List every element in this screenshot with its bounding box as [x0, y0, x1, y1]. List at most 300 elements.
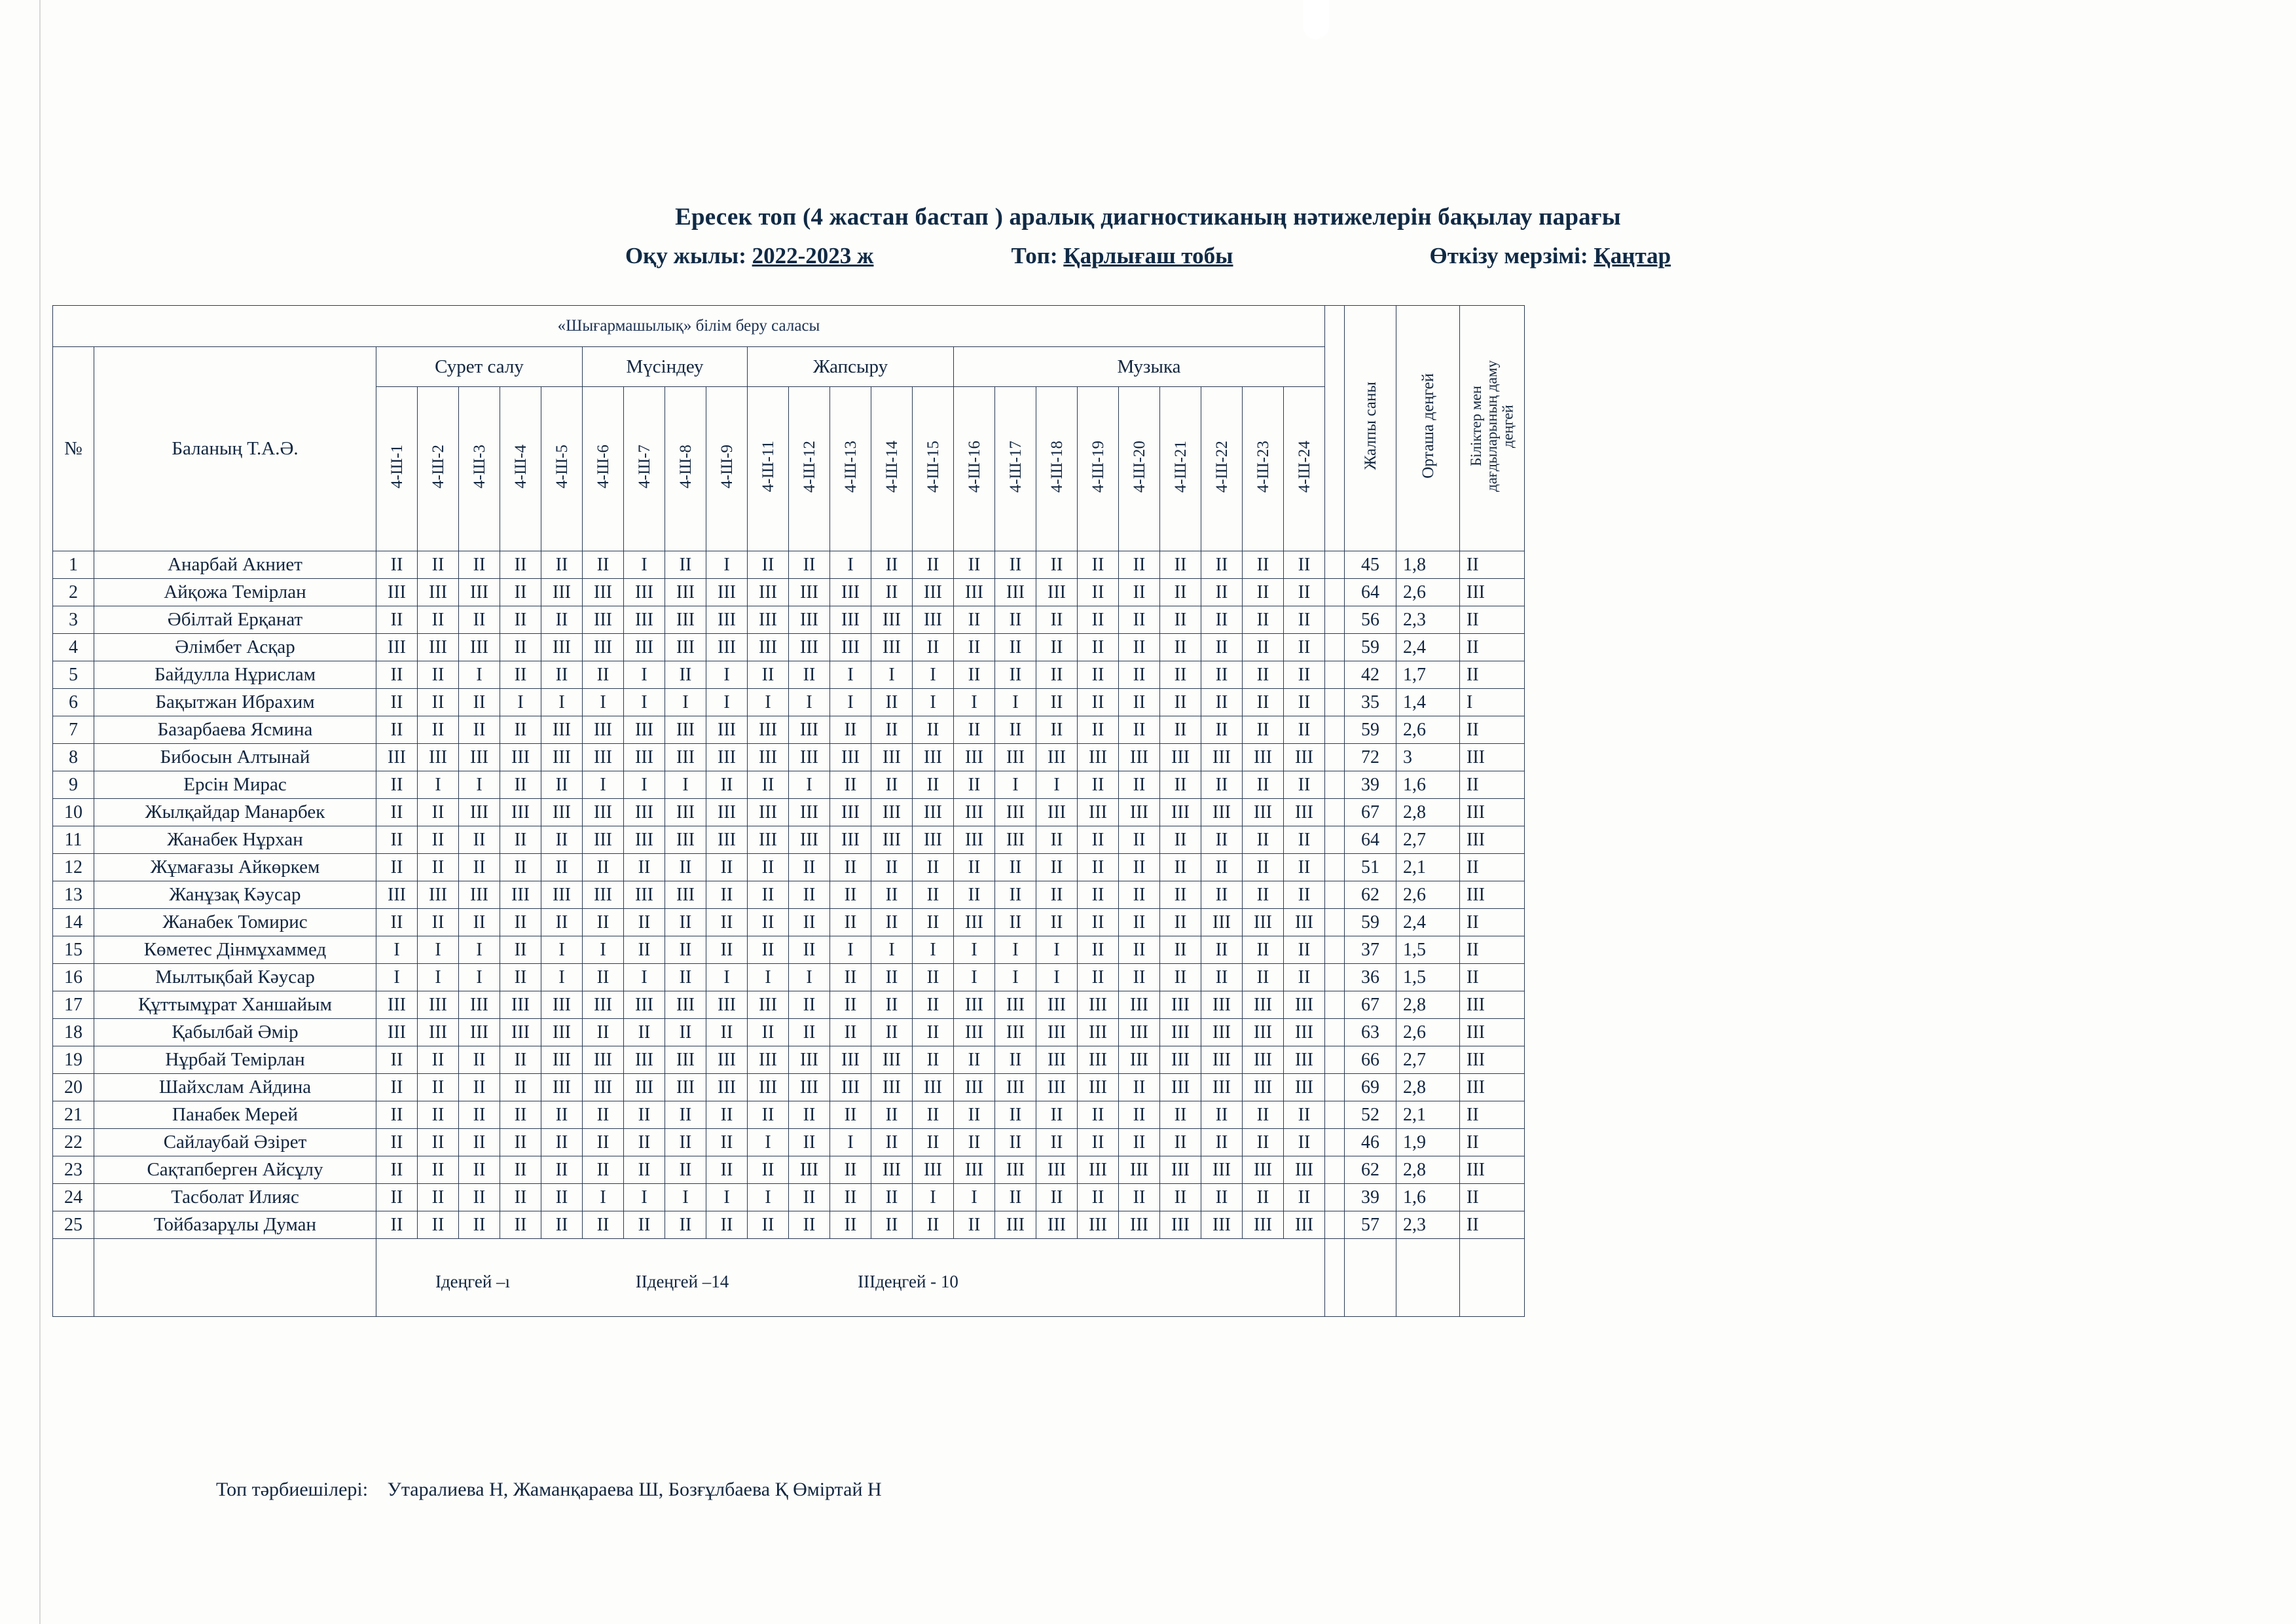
score-cell: II	[500, 964, 541, 991]
total-cell: 46	[1345, 1129, 1396, 1156]
score-cell: II	[1201, 771, 1243, 799]
score-cell: III	[830, 579, 871, 606]
table-row	[53, 1046, 1525, 1074]
score-cell: II	[376, 1184, 418, 1211]
score-cell: II	[1036, 854, 1078, 881]
average-cell: 2,1	[1396, 854, 1460, 881]
spacer-2	[1233, 243, 1429, 269]
score-cell: III	[1036, 1211, 1078, 1239]
total-cell: 51	[1345, 854, 1396, 881]
score-cell: III	[583, 826, 624, 854]
score-cell: I	[789, 689, 830, 716]
score-cell: II	[459, 1101, 500, 1129]
level-cell: II	[1460, 909, 1525, 936]
score-cell: II	[1243, 634, 1284, 661]
score-cell: III	[624, 1074, 665, 1101]
spacer-cell	[1325, 1129, 1345, 1156]
score-cell: III	[748, 826, 789, 854]
score-cell: II	[706, 881, 748, 909]
score-cell: II	[1243, 551, 1284, 579]
score-cell: II	[913, 964, 954, 991]
score-cell: II	[1036, 826, 1078, 854]
score-cell: II	[500, 606, 541, 634]
table-row	[53, 1129, 1525, 1156]
legend-spacer-name	[94, 1239, 376, 1317]
total-cell: 69	[1345, 1074, 1396, 1101]
score-cell: III	[871, 606, 913, 634]
legend-spacer-lvlcol	[1460, 1239, 1525, 1317]
table-row	[53, 661, 1525, 689]
score-cell: III	[1201, 744, 1243, 771]
score-cell: III	[1119, 1156, 1160, 1184]
score-cell: III	[583, 716, 624, 744]
score-cell: III	[1119, 799, 1160, 826]
score-cell: II	[418, 716, 459, 744]
score-cell: I	[541, 964, 583, 991]
score-cell: II	[500, 1129, 541, 1156]
score-cell: III	[665, 799, 706, 826]
score-cell: III	[1160, 1074, 1201, 1101]
teachers-label: Топ тәрбиешілері:	[216, 1479, 369, 1500]
score-cell: I	[954, 1184, 995, 1211]
score-cell: II	[1160, 606, 1201, 634]
child-name: Сақтапберген Айсұлу	[94, 1156, 376, 1184]
score-cell: II	[541, 1101, 583, 1129]
score-cell: II	[830, 1019, 871, 1046]
score-cell: II	[1078, 936, 1119, 964]
criterion-header-12	[830, 387, 871, 551]
score-cell: I	[913, 661, 954, 689]
score-cell: I	[830, 551, 871, 579]
score-cell: II	[1078, 909, 1119, 936]
score-cell: III	[624, 881, 665, 909]
score-cell: II	[376, 551, 418, 579]
score-cell: II	[1201, 881, 1243, 909]
spacer-cell	[1325, 1156, 1345, 1184]
col-header-no: №	[53, 347, 94, 551]
score-cell: II	[500, 716, 541, 744]
spacer-column	[1325, 306, 1345, 551]
score-cell: III	[789, 799, 830, 826]
total-cell: 67	[1345, 991, 1396, 1019]
score-cell: II	[1119, 689, 1160, 716]
score-cell: II	[706, 1101, 748, 1129]
score-cell: II	[500, 936, 541, 964]
score-cell: I	[995, 964, 1036, 991]
score-cell: I	[913, 936, 954, 964]
group-field	[1011, 243, 1233, 269]
score-cell: II	[500, 634, 541, 661]
spacer-cell	[1325, 1184, 1345, 1211]
score-cell: III	[954, 744, 995, 771]
total-cell: 59	[1345, 634, 1396, 661]
score-cell: II	[459, 1074, 500, 1101]
total-cell: 63	[1345, 1019, 1396, 1046]
criterion-label: 4-Ш-21	[1171, 440, 1190, 493]
criterion-label: 4-Ш-3	[470, 445, 488, 489]
score-cell: III	[1284, 1074, 1325, 1101]
score-cell: II	[1243, 854, 1284, 881]
score-cell: II	[748, 551, 789, 579]
score-cell: III	[748, 1074, 789, 1101]
legend-item-2: IIдеңгей –14	[635, 1271, 729, 1291]
score-cell: II	[624, 909, 665, 936]
criterion-header-18	[1078, 387, 1119, 551]
score-cell: III	[748, 1046, 789, 1074]
total-cell: 56	[1345, 606, 1396, 634]
score-cell: II	[789, 661, 830, 689]
score-cell: III	[706, 606, 748, 634]
score-cell: II	[995, 634, 1036, 661]
total-cell: 35	[1345, 689, 1396, 716]
score-cell: III	[376, 634, 418, 661]
score-cell: II	[418, 661, 459, 689]
score-cell: II	[418, 826, 459, 854]
score-cell: II	[418, 1046, 459, 1074]
score-cell: II	[1078, 854, 1119, 881]
criterion-header-17	[1036, 387, 1078, 551]
score-cell: III	[913, 799, 954, 826]
criterion-header-20	[1160, 387, 1201, 551]
score-cell: II	[376, 661, 418, 689]
score-cell: III	[954, 1019, 995, 1046]
score-cell: II	[624, 1156, 665, 1184]
score-cell: III	[541, 991, 583, 1019]
level-cell: II	[1460, 606, 1525, 634]
score-cell: III	[995, 826, 1036, 854]
score-cell: II	[376, 1156, 418, 1184]
page-title: Ересек топ (4 жастан бастап ) аралық диагностиканың нәтижелерін бақылау парағы	[675, 204, 1621, 231]
score-cell: III	[459, 799, 500, 826]
child-name: Панабек Мерей	[94, 1101, 376, 1129]
score-cell: II	[1160, 579, 1201, 606]
criterion-header-8	[665, 387, 706, 551]
score-cell: II	[1201, 826, 1243, 854]
score-cell: II	[1036, 606, 1078, 634]
score-cell: II	[1119, 771, 1160, 799]
score-cell: II	[748, 1101, 789, 1129]
spacer-cell	[1325, 771, 1345, 799]
average-cell: 3	[1396, 744, 1460, 771]
score-cell: I	[376, 964, 418, 991]
score-cell: II	[913, 716, 954, 744]
child-name: Көметес Дінмұхаммед	[94, 936, 376, 964]
spacer-cell	[1325, 799, 1345, 826]
table-row	[53, 936, 1525, 964]
score-cell: III	[500, 881, 541, 909]
criterion-label: 4-Ш-19	[1089, 440, 1107, 493]
criterion-header-19	[1119, 387, 1160, 551]
score-cell: II	[954, 551, 995, 579]
score-cell: II	[748, 936, 789, 964]
score-cell: II	[500, 854, 541, 881]
child-name: Жанабек Томирис	[94, 909, 376, 936]
score-cell: III	[954, 579, 995, 606]
average-cell: 1,7	[1396, 661, 1460, 689]
score-cell: III	[583, 1046, 624, 1074]
score-cell: III	[624, 744, 665, 771]
diagnostics-table	[52, 305, 1525, 1317]
score-cell: I	[418, 964, 459, 991]
score-cell: I	[624, 1184, 665, 1211]
score-cell: II	[1119, 1129, 1160, 1156]
row-number: 22	[53, 1129, 94, 1156]
score-cell: III	[500, 991, 541, 1019]
average-cell: 2,4	[1396, 634, 1460, 661]
col-header-total	[1345, 306, 1396, 551]
score-cell: II	[1119, 579, 1160, 606]
score-cell: I	[706, 551, 748, 579]
score-cell: III	[830, 744, 871, 771]
legend-spacer-no	[53, 1239, 94, 1317]
score-cell: III	[706, 744, 748, 771]
score-cell: III	[1036, 1074, 1078, 1101]
score-cell: II	[1119, 854, 1160, 881]
score-cell: III	[1078, 1074, 1119, 1101]
score-cell: II	[789, 1184, 830, 1211]
score-cell: II	[1160, 826, 1201, 854]
score-cell: III	[995, 744, 1036, 771]
child-name: Жанабек Нұрхан	[94, 826, 376, 854]
score-cell: II	[1201, 936, 1243, 964]
score-cell: III	[1284, 1046, 1325, 1074]
average-cell: 2,8	[1396, 1074, 1460, 1101]
score-cell: II	[418, 1074, 459, 1101]
score-cell: II	[500, 826, 541, 854]
score-cell: I	[624, 689, 665, 716]
score-cell: III	[624, 826, 665, 854]
score-cell: III	[1284, 1211, 1325, 1239]
score-cell: II	[1243, 579, 1284, 606]
score-cell: III	[665, 1046, 706, 1074]
score-cell: II	[789, 991, 830, 1019]
level-cell: II	[1460, 1184, 1525, 1211]
level-cell: II	[1460, 771, 1525, 799]
spacer-cell	[1325, 909, 1345, 936]
child-name: Жұмағазы Айкөркем	[94, 854, 376, 881]
score-cell: II	[1160, 964, 1201, 991]
total-cell: 57	[1345, 1211, 1396, 1239]
table-row	[53, 964, 1525, 991]
score-cell: III	[665, 991, 706, 1019]
score-cell: II	[706, 1211, 748, 1239]
score-cell: II	[954, 606, 995, 634]
criterion-header-13	[871, 387, 913, 551]
score-cell: III	[1036, 1019, 1078, 1046]
score-cell: II	[995, 1129, 1036, 1156]
spacer-cell	[1325, 991, 1345, 1019]
score-cell: II	[1119, 826, 1160, 854]
table-row	[53, 1211, 1525, 1239]
score-cell: II	[1160, 716, 1201, 744]
score-cell: II	[1078, 551, 1119, 579]
score-cell: II	[1243, 689, 1284, 716]
legend-cell	[376, 1239, 1325, 1317]
score-cell: III	[830, 826, 871, 854]
score-cell: II	[789, 1211, 830, 1239]
score-cell: II	[1160, 1101, 1201, 1129]
score-cell: III	[789, 634, 830, 661]
score-cell: III	[995, 1156, 1036, 1184]
col-header-avg	[1396, 306, 1460, 551]
score-cell: II	[1160, 661, 1201, 689]
average-cell: 2,3	[1396, 606, 1460, 634]
score-cell: II	[1119, 1184, 1160, 1211]
score-cell: II	[1036, 689, 1078, 716]
score-cell: II	[1078, 579, 1119, 606]
score-cell: I	[913, 1184, 954, 1211]
score-cell: III	[748, 606, 789, 634]
score-cell: II	[459, 1184, 500, 1211]
score-cell: III	[624, 799, 665, 826]
total-cell: 52	[1345, 1101, 1396, 1129]
score-cell: II	[459, 716, 500, 744]
score-cell: II	[1243, 826, 1284, 854]
total-cell: 66	[1345, 1046, 1396, 1074]
criterion-header-15	[954, 387, 995, 551]
score-cell: II	[913, 1019, 954, 1046]
score-cell: III	[954, 826, 995, 854]
score-cell: II	[583, 1129, 624, 1156]
score-cell: II	[624, 1129, 665, 1156]
score-cell: II	[418, 1129, 459, 1156]
score-cell: III	[1036, 1156, 1078, 1184]
score-cell: II	[500, 771, 541, 799]
score-cell: II	[376, 1046, 418, 1074]
score-cell: II	[541, 661, 583, 689]
score-cell: II	[1201, 1184, 1243, 1211]
score-cell: II	[830, 1211, 871, 1239]
score-cell: II	[1201, 964, 1243, 991]
score-cell: III	[1036, 799, 1078, 826]
table-row	[53, 799, 1525, 826]
legend-spacer-totcol	[1345, 1239, 1396, 1317]
score-cell: III	[459, 1019, 500, 1046]
score-cell: III	[954, 799, 995, 826]
score-cell: II	[830, 1156, 871, 1184]
average-cell: 2,7	[1396, 826, 1460, 854]
child-name: Айқожа Темірлан	[94, 579, 376, 606]
child-name: Тасболат Илияс	[94, 1184, 376, 1211]
child-name: Нұрбай Темірлан	[94, 1046, 376, 1074]
score-cell: II	[1243, 1129, 1284, 1156]
criterion-header-5	[541, 387, 583, 551]
score-cell: II	[541, 826, 583, 854]
spacer-cell	[1325, 964, 1345, 991]
score-cell: II	[541, 909, 583, 936]
score-cell: II	[871, 1211, 913, 1239]
score-cell: III	[1201, 991, 1243, 1019]
score-cell: III	[541, 1046, 583, 1074]
table-row	[53, 689, 1525, 716]
score-cell: II	[1078, 606, 1119, 634]
score-cell: III	[1243, 744, 1284, 771]
score-cell: III	[583, 881, 624, 909]
average-cell: 2,1	[1396, 1101, 1460, 1129]
score-cell: III	[1284, 1019, 1325, 1046]
score-cell: II	[541, 1129, 583, 1156]
criterion-label: 4-Ш-7	[635, 445, 653, 489]
score-cell: III	[748, 799, 789, 826]
score-cell: I	[954, 964, 995, 991]
row-number: 3	[53, 606, 94, 634]
score-cell: III	[624, 606, 665, 634]
score-cell: III	[418, 579, 459, 606]
score-cell: II	[706, 1019, 748, 1046]
score-cell: III	[913, 579, 954, 606]
score-cell: II	[830, 1101, 871, 1129]
score-cell: III	[500, 744, 541, 771]
score-cell: II	[1284, 826, 1325, 854]
score-cell: III	[1284, 991, 1325, 1019]
score-cell: II	[500, 1156, 541, 1184]
score-cell: II	[418, 551, 459, 579]
score-cell: I	[1036, 771, 1078, 799]
score-cell: II	[748, 771, 789, 799]
criterion-header-7	[624, 387, 665, 551]
score-cell: II	[830, 716, 871, 744]
score-cell: III	[541, 1019, 583, 1046]
row-number: 24	[53, 1184, 94, 1211]
legend-spacer-avgcol	[1396, 1239, 1460, 1317]
score-cell: II	[706, 909, 748, 936]
table-row	[53, 606, 1525, 634]
criterion-label: 4-Ш-22	[1212, 440, 1231, 493]
criterion-header-10	[748, 387, 789, 551]
score-cell: I	[1036, 964, 1078, 991]
score-cell: II	[1119, 716, 1160, 744]
score-cell: II	[1284, 1101, 1325, 1129]
table-row	[53, 716, 1525, 744]
score-cell: I	[748, 689, 789, 716]
score-cell: II	[871, 964, 913, 991]
level-cell: II	[1460, 1101, 1525, 1129]
score-cell: III	[1284, 909, 1325, 936]
score-cell: III	[1160, 1019, 1201, 1046]
score-cell: II	[1160, 1184, 1201, 1211]
score-cell: II	[789, 854, 830, 881]
score-cell: III	[1078, 1211, 1119, 1239]
criterion-label: 4-Ш-8	[676, 445, 695, 489]
title-block	[0, 203, 2296, 269]
score-cell: II	[418, 689, 459, 716]
score-cell: II	[871, 551, 913, 579]
row-number: 11	[53, 826, 94, 854]
score-cell: II	[1201, 661, 1243, 689]
child-name: Базарбаева Ясмина	[94, 716, 376, 744]
score-cell: I	[871, 661, 913, 689]
level-cell: II	[1460, 936, 1525, 964]
score-cell: III	[830, 606, 871, 634]
table-body	[53, 551, 1525, 1317]
score-cell: II	[500, 579, 541, 606]
score-cell: II	[789, 909, 830, 936]
score-cell: III	[871, 1156, 913, 1184]
col-header-level-label: Біліктер мен дағдыларының даму деңгей	[1467, 360, 1516, 492]
score-cell: III	[459, 634, 500, 661]
table-row	[53, 551, 1525, 579]
score-cell: III	[954, 1156, 995, 1184]
criterion-label: 4-Ш-24	[1295, 440, 1313, 493]
spacer-cell	[1325, 826, 1345, 854]
score-cell: II	[1284, 854, 1325, 881]
score-cell: II	[665, 964, 706, 991]
score-cell: II	[1284, 661, 1325, 689]
row-number: 1	[53, 551, 94, 579]
criterion-header-23	[1284, 387, 1325, 551]
spacer-cell	[1325, 936, 1345, 964]
score-cell: III	[954, 1074, 995, 1101]
